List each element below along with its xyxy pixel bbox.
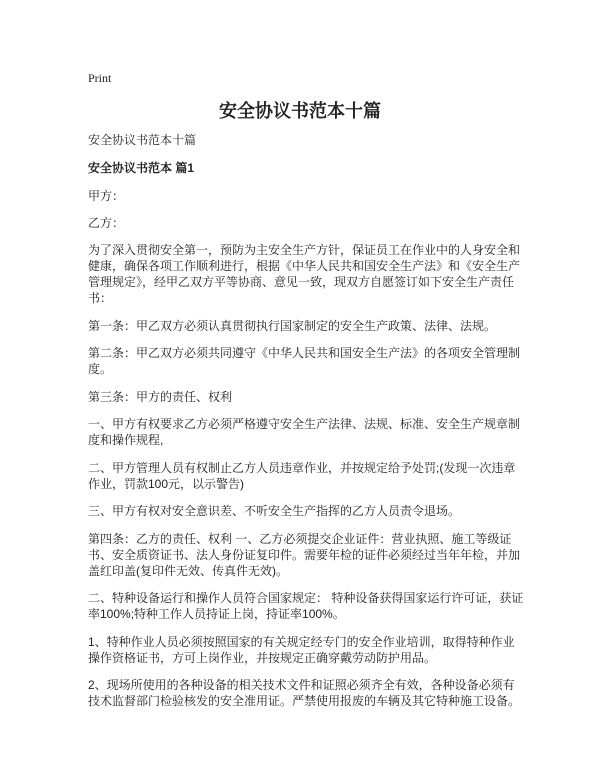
paragraph: 二、特种设备运行和操作人员符合国家规定： 特种设备获得国家运行许可证，获证率100%;特种工作人员持证上岗，持证率100%。 bbox=[88, 591, 524, 621]
paragraph: 三、甲方有权对安全意识差、不听安全生产指挥的乙方人员责令退场。 bbox=[88, 504, 461, 518]
document-body bbox=[88, 132, 524, 721]
print-link[interactable]: Print bbox=[88, 71, 112, 85]
paragraph: 第二条：甲乙双方必须共同遵守《中华人民共和国安全生产法》的各项安全管理制度。 bbox=[88, 346, 521, 376]
paragraph: 一、甲方有权要求乙方必须严格遵守安全生产法律、法规、标准、安全生产规章制度和操作规程, bbox=[88, 417, 521, 447]
paragraph: 第四条：乙方的责任、权利 一、乙方必须提交企业证件：营业执照、施工等级证书、安全质资证书、法人身份证复印件。需要年检的证件必须经过当年年检，并加盖红印盖(复印件无效、传真件无效)。 bbox=[88, 531, 521, 578]
section-heading: 安全协议书范本 篇1 bbox=[88, 161, 195, 175]
paragraph: 甲方： bbox=[88, 189, 125, 203]
document-subtitle: 安全协议书范本十篇 bbox=[88, 133, 197, 147]
paragraph: 乙方： bbox=[88, 216, 125, 230]
paragraph: 第一条：甲乙双方必须认真贯彻执行国家制定的安全生产政策、法律、法规。 bbox=[88, 318, 497, 333]
paragraph: 1、特种作业人员必须按照国家的有关规定经专门的安全作业培训，取得特种作业操作资格证书，方可上岗作业，并按规定正确穿戴劳动防护用品。 bbox=[88, 634, 515, 665]
paragraph: 2、现场所使用的各种设备的相关技术文件和证照必须齐全有效，各种设备必须有技术监督部门检验核发的安全准用证。严禁使用报废的车辆及其它特种施工设备。 bbox=[88, 678, 521, 708]
paragraph: 二、甲方管理人员有权制止乙方人员违章作业，并按规定给予处罚;(发现一次违章作业，罚款100元，以示警告) bbox=[88, 460, 516, 491]
document-title: 安全协议书范本十篇 bbox=[219, 101, 381, 121]
paragraph: 第三条：甲方的责任、权利 bbox=[88, 389, 233, 404]
paragraph: 为了深入贯彻安全第一，预防为主安全生产方针，保证员工在作业中的人身安全和健康，确保各项工作顺利进行，根据《中华人民共和国安全生产法》和《安全生产管理规定》，经甲乙双方平等协商、意见一致，现双方自愿签订如下安全生产责任书： bbox=[88, 243, 521, 305]
